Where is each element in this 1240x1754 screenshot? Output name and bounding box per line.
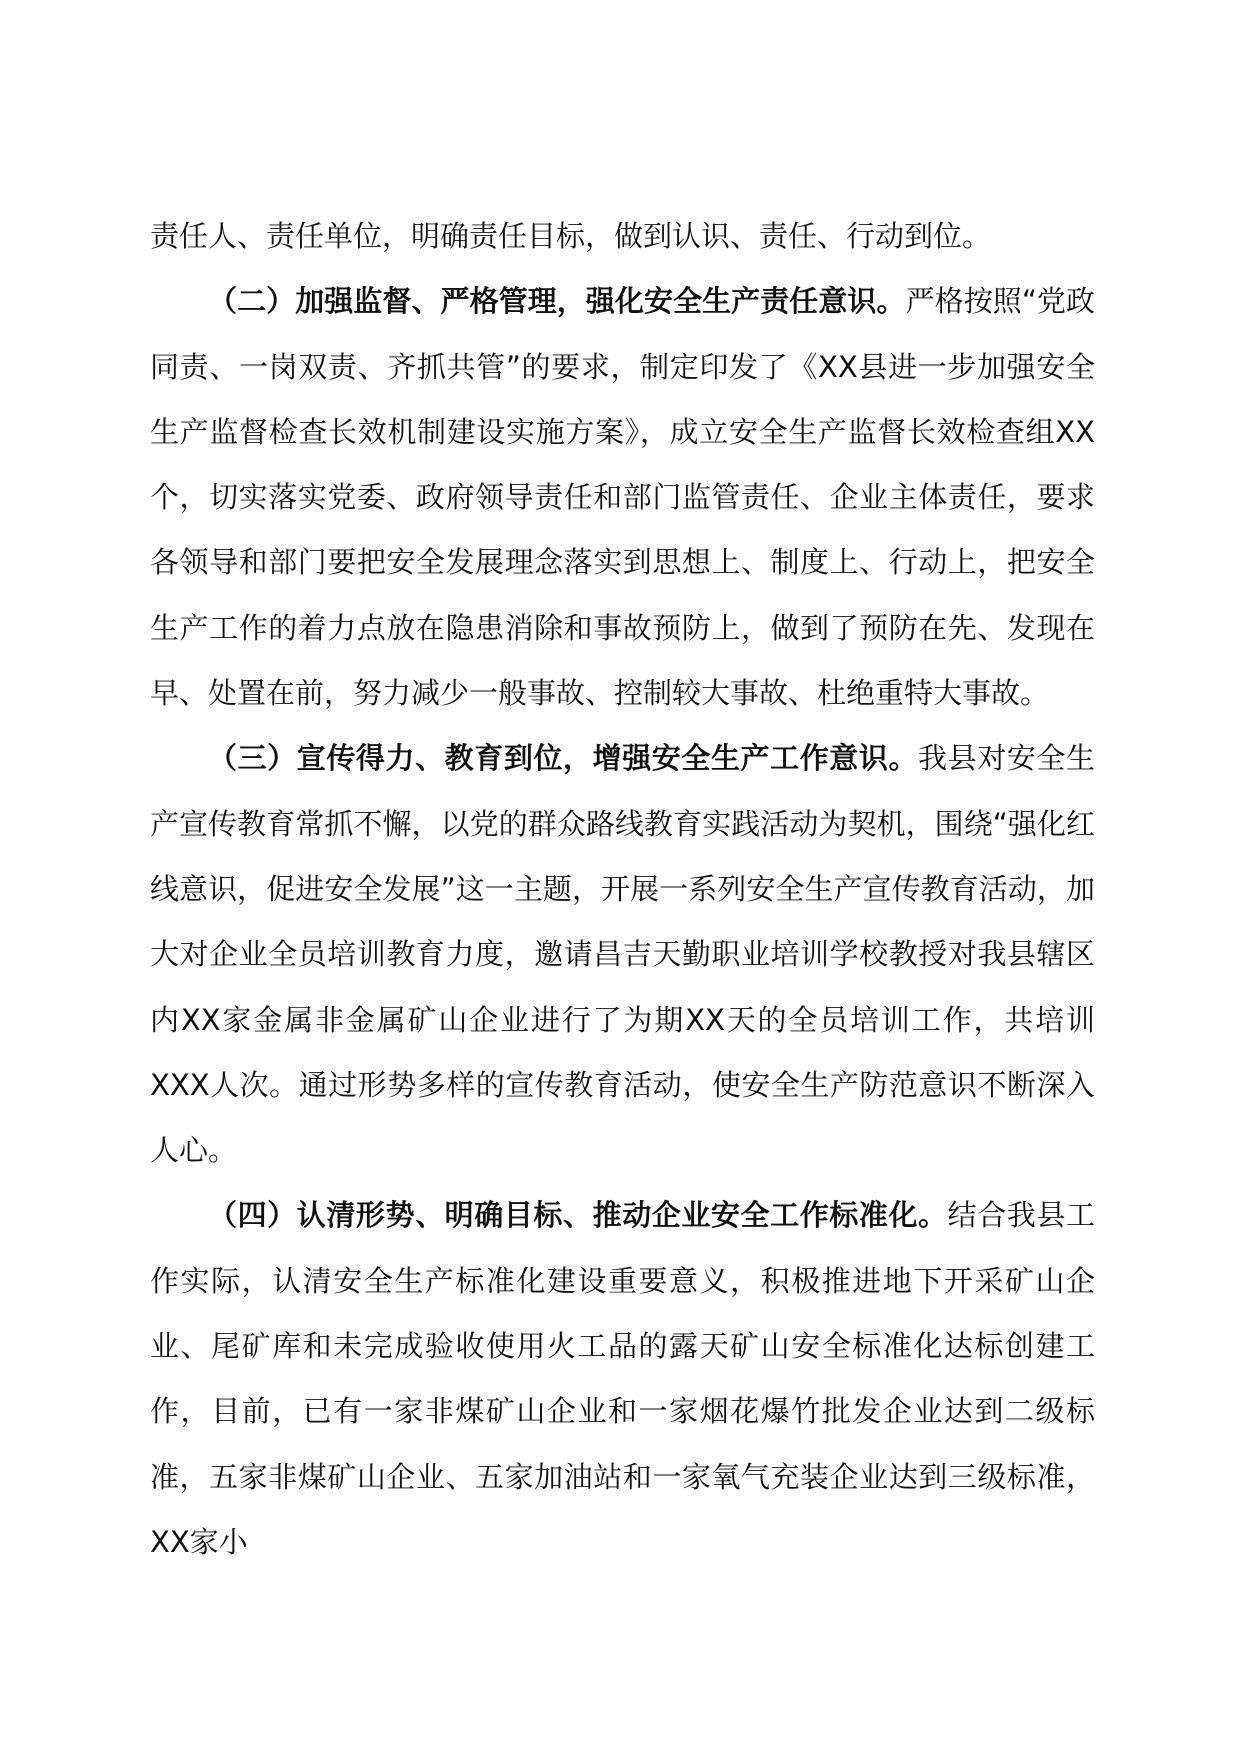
paragraph-heading: （二）加强监督、严格管理，强化安全生产责任意识。: [208, 284, 906, 319]
document-body: [150, 204, 1095, 1575]
paragraph-heading: （三）宣传得力、教育到位，增强安全生产工作意识。: [208, 741, 919, 776]
paragraph-publicity: [150, 726, 1095, 1183]
paragraph-text: 责任人、责任单位，明确责任目标，做到认识、责任、行动到位。: [150, 219, 992, 253]
paragraph-continuation: [150, 204, 1095, 269]
paragraph-text: 我县对安全生产宣传教育常抓不懈，以党的群众路线教育实践活动为契机，围绕“强化红线意识，促进安全发展”这一主题，开展一系列安全生产宣传教育活动，加大对企业全员培训教育力度，邀请昌吉天勤职业培训学校教授对我县辖区内XX家金属非金属矿山企业进行了为期XX天的全员培训工作，共培训XXX人次。通过形势多样的宣传教育活动，使安全生产防范意识不断深入人心。: [150, 741, 1095, 1168]
paragraph-text: 结合我县工作实际，认清安全生产标准化建设重要意义，积极推进地下开采矿山企业、尾矿库和未完成验收使用火工品的露天矿山安全标准化达标创建工作，目前，已有一家非煤矿山企业和一家烟花爆竹批发企业达到二级标准，五家非煤矿山企业、五家加油站和一家氧气充装企业达到三级标准，XX家小: [150, 1198, 1095, 1559]
paragraph-supervision: [150, 269, 1095, 726]
paragraph-text: 严格按照“党政同责、一岗双责、齐抓共管”的要求，制定印发了《XX县进一步加强安全生产监督检查长效机制建设实施方案》，成立安全生产监督长效检查组XX个，切实落实党委、政府领导责任和部门监管责任、企业主体责任，要求各领导和部门要把安全发展理念落实到思想上、制度上、行动上，把安全生产工作的着力点放在隐患消除和事故预防上，做到了预防在先、发现在早、处置在前，努力减少一般事故、控制较大事故、杜绝重特大事故。: [150, 284, 1095, 711]
paragraph-heading: （四）认清形势、明确目标、推动企业安全工作标准化。: [208, 1198, 948, 1233]
paragraph-standardization: [150, 1183, 1095, 1575]
